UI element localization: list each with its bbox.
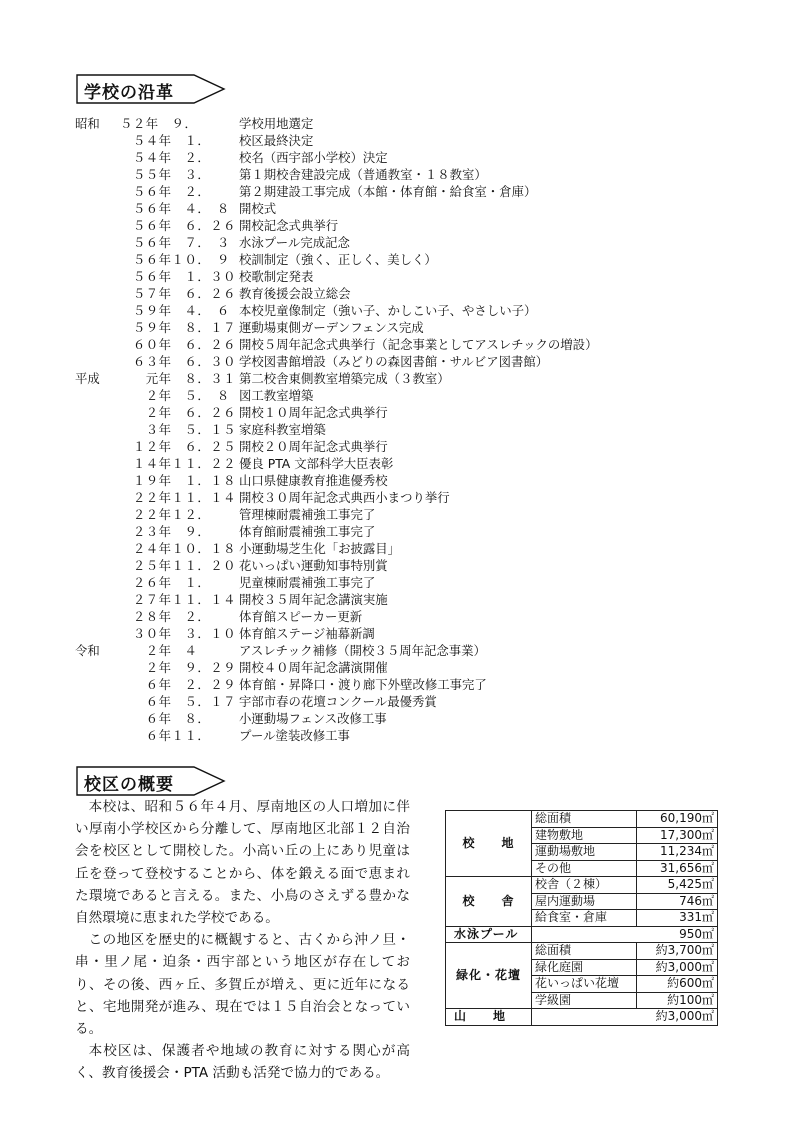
history-event: 優良 PTA 文部科学大臣表彰 — [239, 456, 394, 471]
history-row — [75, 557, 755, 574]
table-row — [446, 943, 718, 960]
history-row — [75, 234, 755, 251]
history-date: ２４年１０．１８ — [120, 541, 237, 556]
history-row — [75, 421, 755, 438]
history-date: ５６年 ６．２６ — [120, 218, 237, 233]
history-date: ２７年１１．１４ — [120, 592, 237, 607]
history-event: 校歌制定発表 — [239, 269, 314, 284]
history-row — [75, 166, 755, 183]
table-item: 総面積 — [532, 943, 637, 960]
table-row — [446, 926, 718, 943]
history-date: ５９年 ８．１７ — [120, 320, 237, 335]
table-value: 950㎡ — [532, 926, 718, 943]
table-category: 校 舎 — [446, 877, 532, 927]
history-row — [75, 251, 755, 268]
history-event: 小運動場フェンス改修工事 — [239, 711, 387, 726]
history-row — [75, 710, 755, 727]
history-event: 校区最終決定 — [239, 133, 314, 148]
table-item: 建物敷地 — [532, 827, 637, 844]
history-era: 平成 — [75, 371, 100, 386]
history-row — [75, 523, 755, 540]
history-event: 開校５周年記念式典挙行（記念事業としてアスレチックの増設） — [239, 337, 598, 352]
history-heading — [76, 74, 226, 104]
table-category: 山 地 — [446, 1009, 532, 1026]
history-row — [75, 489, 755, 506]
history-event: 花いっぱい運動知事特別賞 — [239, 558, 388, 573]
history-event: 第二校舎東側教室増築完成（３教室） — [239, 371, 450, 386]
history-date: ６０年 ６．２６ — [120, 337, 237, 352]
site-area-table — [445, 810, 718, 1026]
history-date: ５６年 ７． ３ — [120, 235, 230, 250]
history-date: ２５年１１．２０ — [120, 558, 237, 573]
history-event: 教育後援会設立総会 — [239, 286, 351, 301]
history-date: ２年 ６．２６ — [120, 405, 237, 420]
history-list — [75, 115, 755, 744]
history-row — [75, 608, 755, 625]
table-item: 屋内運動場 — [532, 893, 637, 910]
table-value: 17,300㎡ — [637, 827, 718, 844]
history-event: 開校式 — [239, 201, 277, 216]
overview-heading — [76, 766, 226, 796]
overview-paragraph: 本校区は、保護者や地域の教育に対する関心が高く、教育後援会・PTA 活動も活発で協力的である。 — [75, 1043, 410, 1082]
history-row — [75, 370, 755, 387]
table-category: 緑化・花壇 — [446, 943, 532, 1009]
history-date: ５６年 ２． — [120, 184, 211, 199]
history-date: ５５年 ３． — [120, 167, 211, 182]
history-date: ２３年 ９． — [120, 524, 211, 539]
history-date: ２年 ５． ８ — [120, 388, 230, 403]
history-event: プール塗装改修工事 — [239, 728, 350, 743]
history-date: ５４年 ２． — [120, 150, 211, 165]
overview-text — [75, 796, 410, 1085]
history-row — [75, 506, 755, 523]
history-date: １４年１１．２２ — [120, 456, 237, 471]
history-date: ２年 ４ — [120, 643, 198, 658]
history-date: ５６年 ４． ８ — [120, 201, 230, 216]
history-date: ３０年 ３．１０ — [120, 626, 237, 641]
table-row — [446, 877, 718, 894]
history-event: 体育館・昇降口・渡り廊下外壁改修工事完了 — [239, 677, 487, 692]
history-era: 令和 — [75, 643, 100, 658]
history-event: 体育館耐震補強工事完了 — [239, 524, 376, 539]
table-item: 花いっぱい花壇 — [532, 976, 637, 993]
history-row — [75, 676, 755, 693]
history-row — [75, 319, 755, 336]
table-value: 746㎡ — [637, 893, 718, 910]
table-category: 校 地 — [446, 811, 532, 877]
history-event: 校訓制定（強く、正しく、美しく） — [239, 252, 437, 267]
history-date: ６年１１． — [120, 728, 211, 743]
history-event: 水泳プール完成記念 — [239, 235, 350, 250]
overview-paragraph: 本校は、昭和５６年４月、厚南地区の人口増加に伴い厚南小学校区から分離して、厚南地区北部１２自治会を校区として開校した。小高い丘の上にあり児童は丘を登って登校することから、体を鍛える面で恵まれた環境であると言える。また、小鳥のさえずる豊かな自然環境に恵まれた学校である。 — [75, 799, 410, 927]
history-event: 児童棟耐震補強工事完了 — [239, 575, 376, 590]
history-date: ６３年 ６．３０ — [120, 354, 237, 369]
table-value: 約3,000㎡ — [637, 959, 718, 976]
history-date: ２８年 ２． — [120, 609, 211, 624]
history-date: ５２年 ９． — [120, 116, 198, 131]
history-event: 小運動場芝生化「お披露目」 — [239, 541, 401, 556]
history-event: 運動場東側ガーデンフェンス完成 — [239, 320, 424, 335]
history-title: 学校の沿革 — [84, 83, 174, 103]
overview-title: 校区の概要 — [84, 775, 174, 795]
history-date: ６年 ５．１７ — [120, 694, 237, 709]
table-item: 給食室・倉庫 — [532, 910, 637, 927]
history-row — [75, 115, 755, 132]
history-event: 開校１０周年記念式典挙行 — [239, 405, 388, 420]
history-date: ５６年 １．３０ — [120, 269, 237, 284]
history-date: ３年 ５．１５ — [120, 422, 237, 437]
table-row — [446, 1009, 718, 1026]
history-era: 昭和 — [75, 116, 100, 131]
history-row — [75, 149, 755, 166]
history-row — [75, 404, 755, 421]
history-event: 学校用地選定 — [239, 116, 314, 131]
history-row — [75, 438, 755, 455]
history-row — [75, 200, 755, 217]
history-row — [75, 336, 755, 353]
history-date: １９年 １．１８ — [120, 473, 237, 488]
history-event: 山口県健康教育推進優秀校 — [239, 473, 388, 488]
table-value: 5,425㎡ — [637, 877, 718, 894]
history-row — [75, 455, 755, 472]
history-event: 学校図書館増設（みどりの森図書館・サルビア図書館） — [239, 354, 549, 369]
history-row — [75, 574, 755, 591]
history-event: 宇部市春の花壇コンクール最優秀賞 — [239, 694, 437, 709]
history-row — [75, 540, 755, 557]
history-date: ２年 ９．２９ — [120, 660, 237, 675]
table-value: 約100㎡ — [637, 992, 718, 1009]
history-row — [75, 353, 755, 370]
history-event: 本校児童像制定（強い子、かしこい子、やさしい子） — [239, 303, 537, 318]
history-event: 管理棟耐震補強工事完了 — [239, 507, 376, 522]
history-event: アスレチック補修（開校３５周年記念事業） — [239, 643, 486, 658]
history-event: 体育館スピーカー更新 — [239, 609, 363, 624]
history-row — [75, 268, 755, 285]
history-row — [75, 183, 755, 200]
history-row — [75, 625, 755, 642]
table-value: 11,234㎡ — [637, 844, 718, 861]
history-row — [75, 727, 755, 744]
table-item: 運動場敷地 — [532, 844, 637, 861]
history-event: 開校４０周年記念講演開催 — [239, 660, 388, 675]
history-row — [75, 387, 755, 404]
history-row — [75, 217, 755, 234]
history-date: ５９年 ４． ６ — [120, 303, 230, 318]
table-item: 校舎（２棟） — [532, 877, 637, 894]
table-value: 約3,000㎡ — [532, 1009, 718, 1026]
history-date: １２年 ６．２５ — [120, 439, 237, 454]
history-date: ６年 ２．２９ — [120, 677, 237, 692]
history-event: 体育館ステージ袖幕新調 — [239, 626, 375, 641]
overview-paragraph: この地区を歴史的に概観すると、古くから沖ノ旦・串・里ノ尾・迫条・西宇部という地区が存在しており、その後、西ヶ丘、多賀丘が増え、更に近年になると、宅地開発が進み、現在では１５自治会となっている。 — [75, 932, 410, 1038]
history-event: 第１期校舎建設完成（普通教室・１８教室） — [239, 167, 487, 182]
history-event: 開校２０周年記念式典挙行 — [239, 439, 388, 454]
history-date: ５６年１０． ９ — [120, 252, 230, 267]
history-event: 図工教室増築 — [239, 388, 314, 403]
history-event: 家庭科教室増築 — [239, 422, 326, 437]
history-date: ５４年 １． — [120, 133, 211, 148]
history-date: ５７年 ６．２６ — [120, 286, 237, 301]
table-item: 緑化庭園 — [532, 959, 637, 976]
table-item: 総面積 — [532, 811, 637, 828]
table-value: 331㎡ — [637, 910, 718, 927]
history-row — [75, 591, 755, 608]
history-event: 第２期建設工事完成（本館・体育館・給食室・倉庫） — [239, 184, 537, 199]
history-row — [75, 472, 755, 489]
table-value: 31,656㎡ — [637, 860, 718, 877]
table-value: 60,190㎡ — [637, 811, 718, 828]
history-date: ６年 ８． — [120, 711, 211, 726]
table-row — [446, 811, 718, 828]
history-event: 開校３０周年記念式典西小まつり挙行 — [239, 490, 450, 505]
history-row — [75, 642, 755, 659]
history-row — [75, 302, 755, 319]
history-date: 元年 ８．３１ — [120, 371, 237, 386]
table-value: 約3,700㎡ — [637, 943, 718, 960]
table-item: その他 — [532, 860, 637, 877]
history-row — [75, 659, 755, 676]
table-category: 水泳プール — [446, 926, 532, 943]
history-date: ２６年 １． — [120, 575, 211, 590]
history-date: ２２年１１．１４ — [120, 490, 237, 505]
history-event: 開校３５周年記念講演実施 — [239, 592, 388, 607]
table-item: 学級園 — [532, 992, 637, 1009]
table-value: 約600㎡ — [637, 976, 718, 993]
history-event: 校名（西宇部小学校）決定 — [239, 150, 388, 165]
history-event: 開校記念式典挙行 — [239, 218, 339, 233]
history-row — [75, 285, 755, 302]
history-row — [75, 132, 755, 149]
history-row — [75, 693, 755, 710]
history-date: ２２年１２． — [120, 507, 211, 522]
